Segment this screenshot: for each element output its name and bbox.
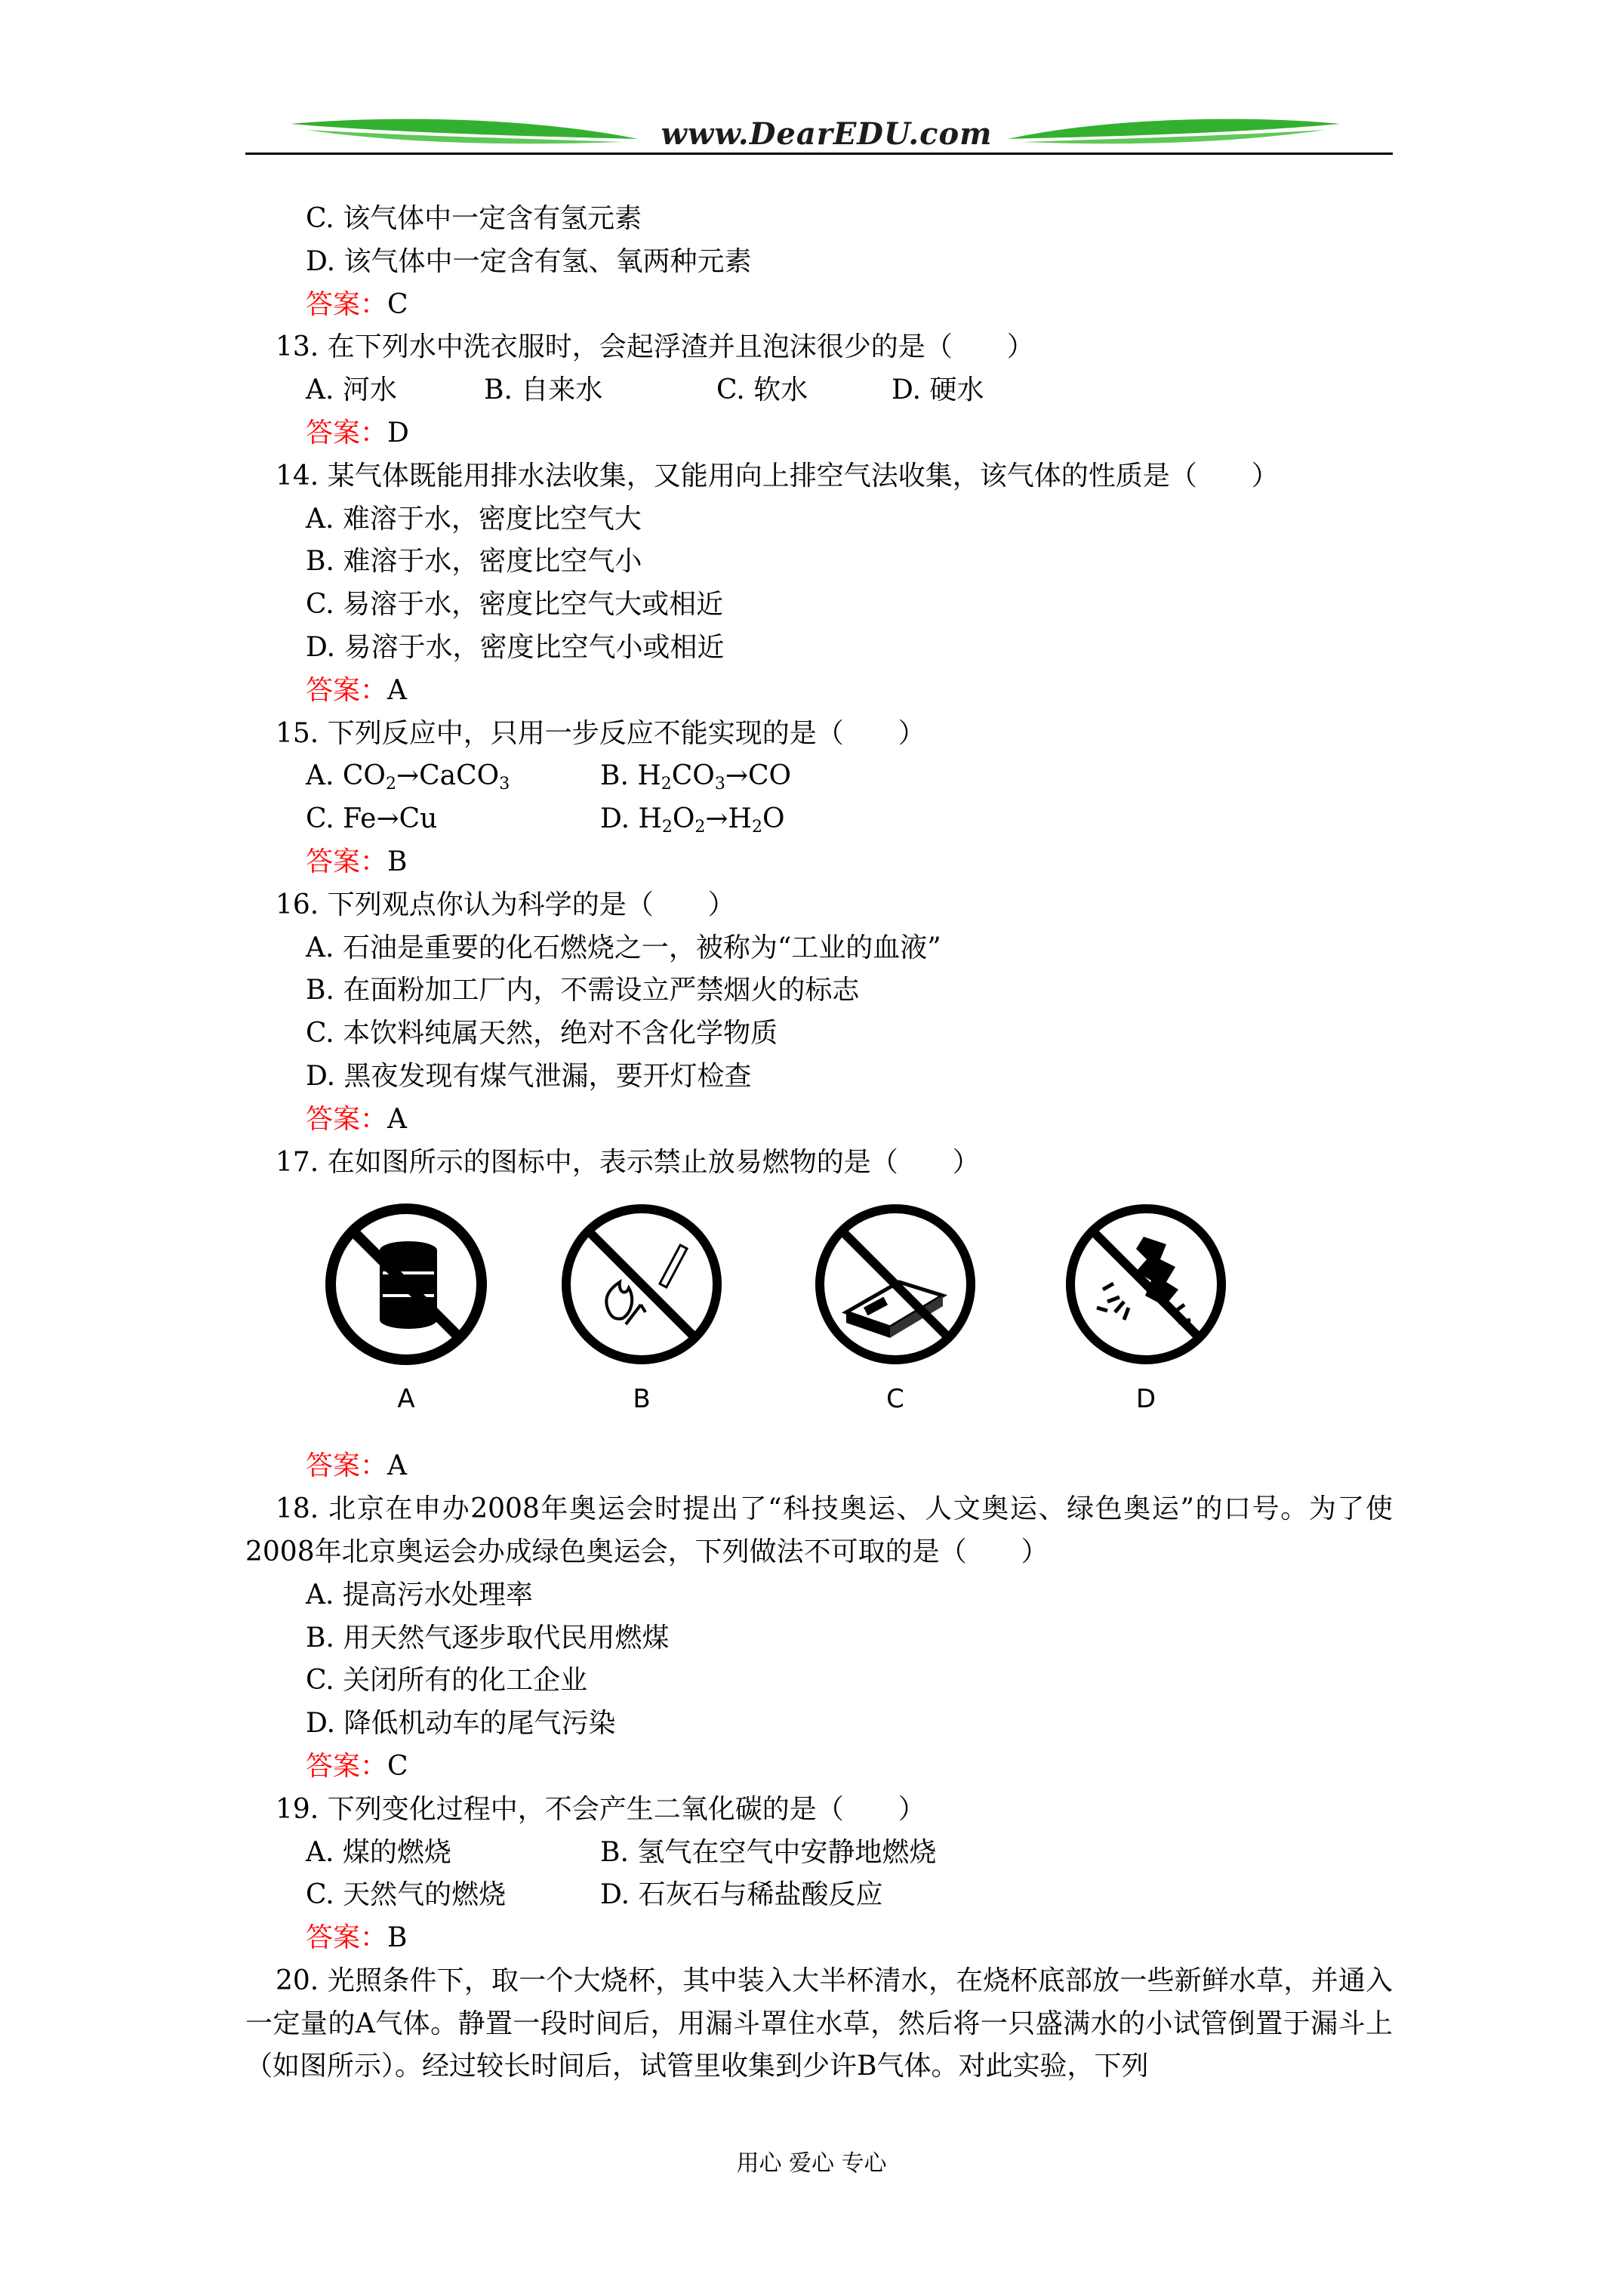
answer-line (245, 1746, 1393, 1789)
figure-label-d: D (1135, 1384, 1156, 1415)
answer-label: 答案： (306, 1922, 388, 1954)
no-open-flame-sign-icon (556, 1199, 727, 1370)
option-b: B. $H_2CO_3\to CO$ (600, 760, 792, 794)
page-footer: 用心 爱心 专心 (736, 2150, 887, 2177)
option-c: C. 关闭所有的化工企业 (306, 1665, 588, 1697)
option-c: C. 天然气的燃烧 (306, 1879, 507, 1911)
options-row (245, 369, 1393, 412)
question-16: 16. 下列观点你认为科学的是（ ） (276, 889, 735, 920)
option-b: B. 难溶于水，密度比空气小 (306, 546, 642, 578)
answer-label: 答案： (306, 674, 388, 706)
answer-label: 答案： (306, 1750, 388, 1782)
option-d: D. 石灰石与稀盐酸反应 (600, 1879, 883, 1911)
header-rule (245, 153, 1393, 155)
question-14: 14. 某气体既能用排水法收集，又能用向上排空气法收集，该气体的性质是（ ） (276, 460, 1279, 492)
question-18: 18. 北京在申办2008年奥运会时提出了“科技奥运、人文奥运、绿色奥运”的口号。为了使2008年北京奥运会办成绿色奥运会，下列做法不可取的是（ ） (245, 1493, 1393, 1567)
option-d: D. 易溶于水，密度比空气小或相近 (306, 631, 725, 663)
page-header (245, 113, 1393, 159)
answer-line (245, 284, 1393, 327)
answer-line (245, 1445, 1393, 1488)
option-b: B. 氢气在空气中安静地燃烧 (600, 1836, 937, 1868)
options-row (245, 1832, 1393, 1875)
option-c: C. 易溶于水，密度比空气大或相近 (306, 589, 724, 621)
answer-label: 答案： (306, 288, 388, 320)
document-body (245, 198, 1393, 2088)
answer-line (245, 412, 1393, 455)
option-c: C. Fe→Cu (306, 803, 438, 835)
option-line: D. 该气体中一定含有氢、氧两种元素 (306, 245, 752, 277)
answer-label: 答案： (306, 846, 388, 877)
answer-value: B (387, 1922, 408, 1954)
question-13: 13. 在下列水中洗衣服时，会起浮渣并且泡沫很少的是（ ） (276, 331, 1034, 363)
option-d: D. 降低机动车的尾气污染 (306, 1708, 616, 1740)
answer-value: A (387, 674, 408, 706)
answer-line (245, 1917, 1393, 1960)
option-c: C. 本饮料纯属天然，绝对不含化学物质 (306, 1018, 778, 1049)
option-a: A. 煤的燃烧 (306, 1836, 451, 1868)
option-a: A. 河水 (306, 374, 397, 406)
answer-line (245, 670, 1393, 713)
answer-value: A (387, 1103, 408, 1135)
question-15: 15. 下列反应中，只用一步反应不能实现的是（ ） (276, 717, 925, 749)
answer-line (245, 841, 1393, 884)
option-line: C. 该气体中一定含有氢元素 (306, 203, 642, 234)
answer-value: B (387, 846, 408, 877)
figure-label-b: B (633, 1384, 651, 1415)
option-a: A. 石油是重要的化石燃烧之一，被称为“工业的血液” (306, 932, 941, 963)
answer-value: A (387, 1450, 408, 1482)
question-19: 19. 下列变化过程中，不会产生二氧化碳的是（ ） (276, 1793, 925, 1825)
no-fireworks-sign-icon (1061, 1199, 1231, 1370)
figure-label-a: A (397, 1384, 415, 1415)
option-b: B. 用天然气逐步取代民用燃煤 (306, 1622, 670, 1653)
option-d: D. 硬水 (892, 374, 984, 406)
option-c: C. 软水 (716, 374, 808, 406)
option-d: D. 黑夜发现有煤气泄漏，要开灯检查 (306, 1060, 752, 1092)
no-matches-sign-icon (810, 1199, 981, 1370)
question-17: 17. 在如图所示的图标中，表示禁止放易燃物的是（ ） (276, 1146, 980, 1178)
site-logo-text: www.DearEDU.com (661, 116, 993, 152)
question-20: 20. 光照条件下，取一个大烧杯，其中装入大半杯清水，在烧杯底部放一些新鲜水草，并通入一定量的A气体。静置一段时间后，用漏斗罩住水草，然后将一只盛满水的小试管倒置于漏斗上（如图所示）。经过较长时间后，试管里收集到少许B气体。对此实验，下列 (245, 1965, 1393, 2082)
options-row (245, 755, 1393, 798)
answer-label: 答案： (306, 417, 388, 448)
option-b: B. 自来水 (484, 374, 603, 406)
answer-label: 答案： (306, 1450, 388, 1482)
option-d: D. $H_2O_2\to H_2O$ (600, 803, 785, 837)
answer-label: 答案： (306, 1103, 388, 1135)
option-a: A. 提高污水处理率 (306, 1579, 533, 1610)
figure-label-c: C (886, 1384, 904, 1415)
answer-value: C (387, 288, 408, 320)
options-row (245, 798, 1393, 841)
no-flammables-sign-icon (321, 1199, 491, 1370)
option-a: A. $CO_2\to CaCO_3$ (306, 760, 510, 794)
prohibition-signs-figure (245, 1184, 1393, 1445)
answer-value: D (387, 417, 409, 448)
answer-value: C (387, 1750, 408, 1782)
option-a: A. 难溶于水，密度比空气大 (306, 503, 642, 535)
answer-line (245, 1099, 1393, 1142)
options-row (245, 1874, 1393, 1917)
option-b: B. 在面粉加工厂内，不需设立严禁烟火的标志 (306, 975, 860, 1006)
